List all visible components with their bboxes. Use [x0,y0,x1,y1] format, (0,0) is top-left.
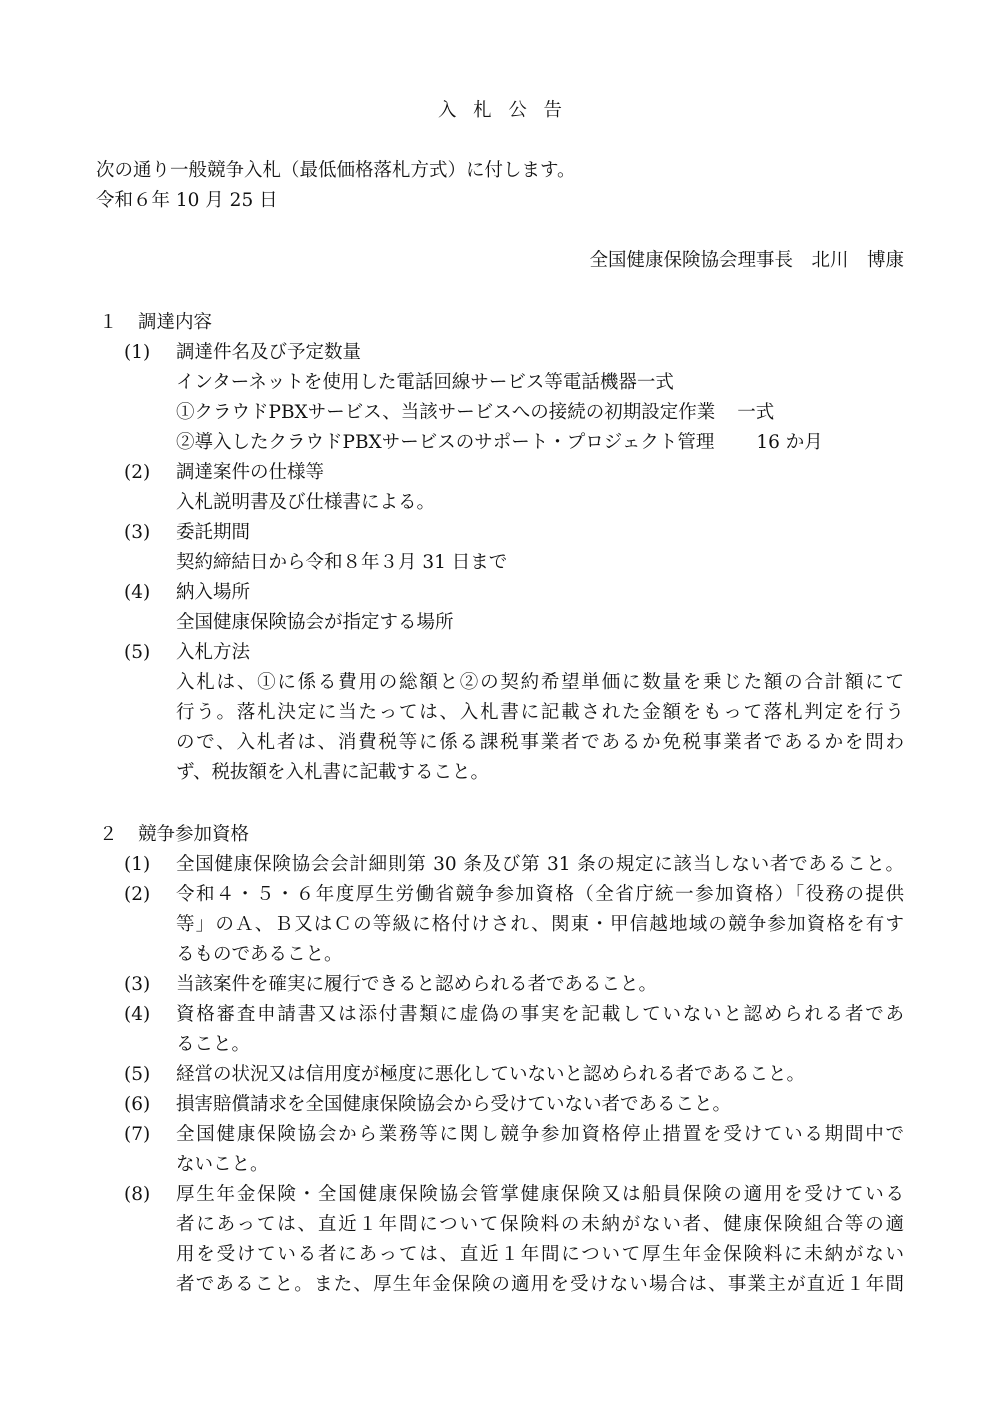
item-label: 委託期間 [176,522,251,543]
item-number: (1) [124,342,151,363]
item-number: (6) [124,1094,151,1115]
item-line: 損害賠償請求を全国健康保険協会から受けていない者であること。 [176,1094,732,1115]
item-number: (2) [124,884,151,905]
item-number: (4) [124,582,151,603]
item-number: (3) [124,522,151,543]
item-number: (2) [124,462,151,483]
item-line: るものであること。 [176,944,343,965]
item-number: (7) [124,1124,151,1145]
item-line: 全国健康保険協会が指定する場所 [176,612,454,633]
item-line-text: ②導入したクラウドPBXサービスのサポート・プロジェクト管理 [176,432,715,453]
item-line [176,428,823,458]
item-line-text: ①クラウドPBXサービス、当該サービスへの接続の初期設定作業 [176,402,716,423]
item-line: 入札説明書及び仕様書による。 [176,492,436,513]
item-number: (5) [124,1064,151,1085]
item-number: (1) [124,854,151,875]
item-line [176,398,774,428]
item-line: 全国健康保険協会会計細則第 30 条及び第 31 条の規定に該当しない者であること。 [176,854,904,875]
item-line: ず、税抜額を入札書に記載すること。 [176,762,490,783]
item-line: 行う。落札決定に当たっては、入札書に記載された金額をもって落札判定を行う [176,702,904,723]
intro-text: 次の通り一般競争入札（最低価格落札方式）に付します。 [96,160,576,181]
item-line: 資格審査申請書又は添付書類に虚偽の事実を記載していないと認められる者であ [176,1004,904,1025]
item-number: (3) [124,974,151,995]
item-line: 経営の状況又は信用度が極度に悪化していないと認められる者であること。 [176,1064,806,1085]
issuer-name: 全国健康保険協会理事長 北川 博康 [589,250,904,271]
section-number: １ [99,312,118,333]
item-line: ないこと。 [176,1154,269,1175]
item-number: (5) [124,642,151,663]
item-line: 全国健康保険協会から業務等に関し競争参加資格停止措置を受けている期間中で [176,1124,904,1145]
section-number: ２ [99,824,118,845]
item-label: 調達案件の仕様等 [176,462,325,483]
item-line: 者にあっては、直近１年間について保険料の未納がない者、健康保険組合等の適 [176,1214,904,1235]
item-line: 令和４・５・６年度厚生労働省競争参加資格（全省庁統一参加資格）「役務の提供 [176,884,904,905]
item-line: ので、入札者は、消費税等に係る課税事業者であるか免税事業者であるかを問わ [176,732,904,753]
item-line: 等」のＡ、Ｂ又はＣの等級に格付けされ、関東・甲信越地域の競争参加資格を有す [176,914,904,935]
item-line: 厚生年金保険・全国健康保険協会管掌健康保険又は船員保険の適用を受けている [176,1184,904,1205]
quantity: 一式 [737,402,775,423]
item-label: 入札方法 [176,642,251,663]
item-line: 者であること。また、厚生年金保険の適用を受けない場合は、事業主が直近１年間 [176,1274,904,1295]
item-line: 入札は、①に係る費用の総額と②の契約希望単価に数量を乗じた額の合計額にて [176,672,904,693]
page-title: 入札公告 [438,100,579,121]
item-label: 調達件名及び予定数量 [176,342,362,363]
item-number: (4) [124,1004,151,1025]
quantity: 16 か月 [756,432,823,453]
item-line: インターネットを使用した電話回線サービス等電話機器一式 [176,372,674,393]
item-line: 契約締結日から令和８年３月 31 日まで [176,552,508,573]
item-number: (8) [124,1184,151,1205]
item-label: 納入場所 [176,582,251,603]
section-heading: 競争参加資格 [138,824,250,845]
section-heading: 調達内容 [138,312,213,333]
item-line: 用を受けている者にあっては、直近１年間について厚生年金保険料に未納がない [176,1244,904,1265]
item-line: ること。 [176,1034,251,1055]
notice-date: 令和６年 10 月 25 日 [96,190,278,211]
item-line: 当該案件を確実に履行できると認められる者であること。 [176,974,658,995]
